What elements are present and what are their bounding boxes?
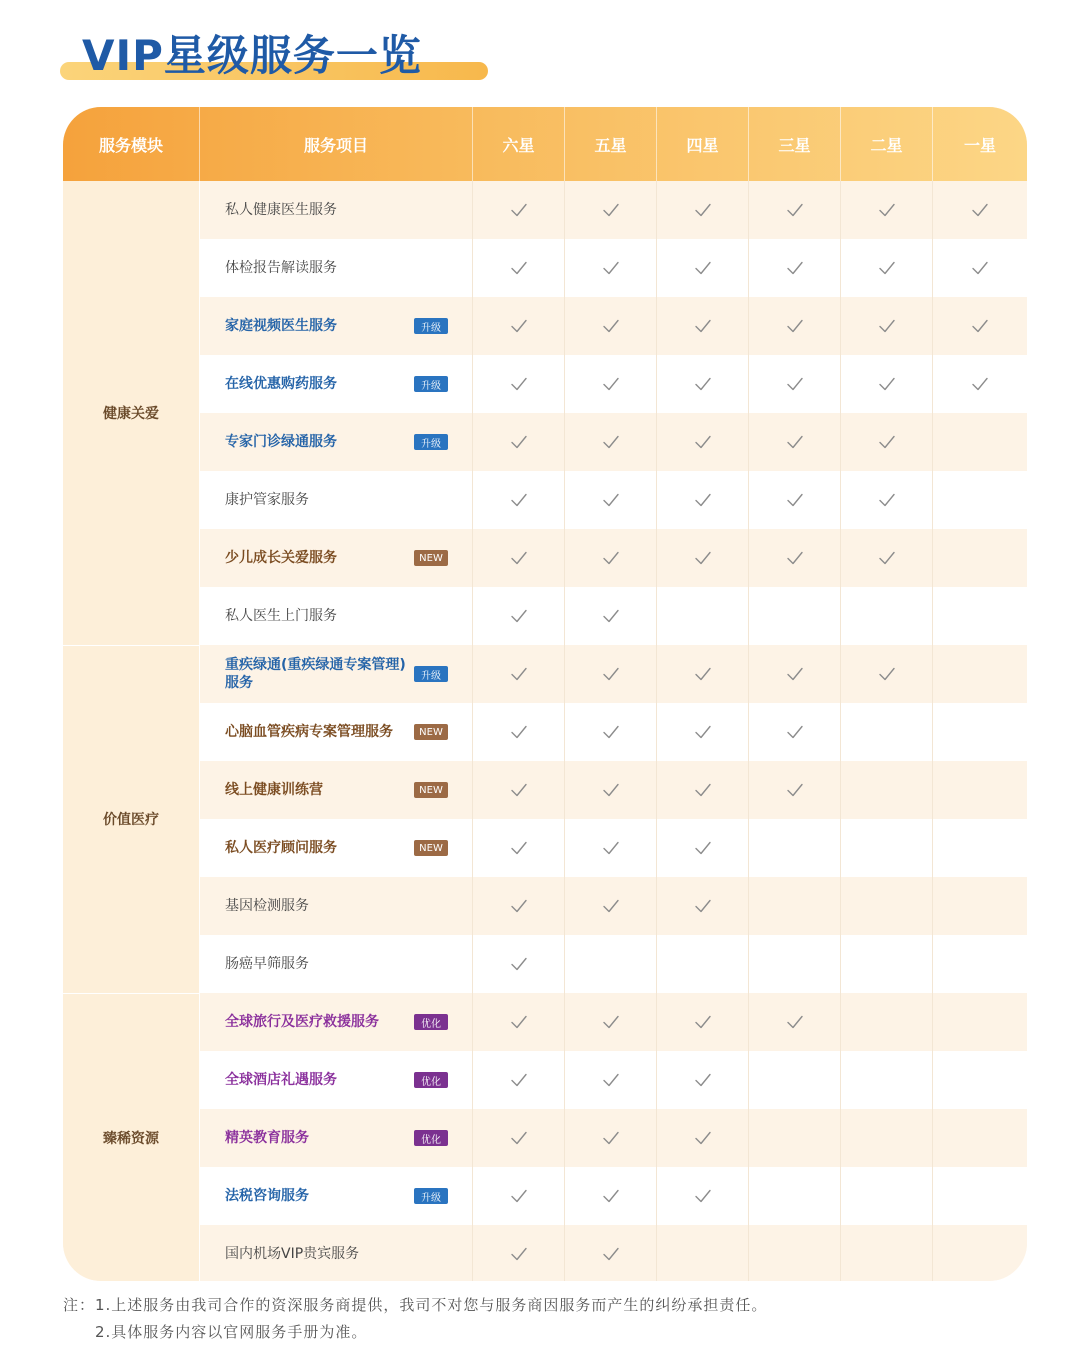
checkmark-icon	[509, 1012, 529, 1032]
star-level-cell	[565, 355, 657, 413]
star-level-cell	[565, 819, 657, 877]
star-level-cell	[565, 297, 657, 355]
star-level-cell	[657, 181, 749, 239]
star-level-cell	[933, 935, 1027, 993]
checkmark-icon	[693, 664, 713, 684]
star-level-cell	[841, 297, 933, 355]
service-item-cell	[200, 587, 473, 645]
checkmark-icon	[601, 1186, 621, 1206]
service-item-cell	[200, 1109, 473, 1167]
module-cell: 臻稀资源	[63, 993, 200, 1281]
star-level-cell	[473, 529, 565, 587]
table-row	[200, 181, 1027, 239]
service-item-label: 家庭视频医生服务	[225, 318, 337, 334]
star-level-cell	[749, 1051, 841, 1109]
star-level-cell	[933, 1051, 1027, 1109]
footnote-2: 2.具体服务内容以官网服务手册为准。	[95, 1323, 368, 1341]
checkmark-icon	[970, 316, 990, 336]
star-level-cell	[565, 703, 657, 761]
star-level-cell	[657, 877, 749, 935]
star-level-cell	[749, 761, 841, 819]
header-star-2: 二星	[841, 107, 933, 181]
service-item-cell	[200, 355, 473, 413]
status-badge: 升级	[414, 318, 448, 334]
checkmark-icon	[693, 1186, 713, 1206]
checkmark-icon	[509, 954, 529, 974]
service-item-label: 私人健康医生服务	[225, 202, 337, 218]
star-level-cell	[657, 297, 749, 355]
star-level-cell	[749, 1109, 841, 1167]
star-level-cell	[473, 1225, 565, 1281]
service-item-cell	[200, 413, 473, 471]
checkmark-icon	[785, 490, 805, 510]
star-level-cell	[933, 761, 1027, 819]
star-level-cell	[933, 993, 1027, 1051]
footnote-1: 注：1.上述服务由我司合作的资深服务商提供，我司不对您与服务商因服务而产生的纠纷承担责任。	[63, 1296, 768, 1314]
checkmark-icon	[970, 374, 990, 394]
star-level-cell	[657, 529, 749, 587]
star-level-cell	[933, 587, 1027, 645]
checkmark-icon	[601, 1012, 621, 1032]
header-star-4: 四星	[657, 107, 749, 181]
star-level-cell	[657, 239, 749, 297]
checkmark-icon	[509, 838, 529, 858]
star-level-cell	[657, 1051, 749, 1109]
table-row	[200, 761, 1027, 819]
header-item: 服务项目	[200, 107, 473, 181]
checkmark-icon	[693, 1012, 713, 1032]
star-level-cell	[841, 1051, 933, 1109]
status-badge: NEW	[414, 724, 448, 740]
star-level-cell	[473, 761, 565, 819]
star-level-cell	[657, 1225, 749, 1281]
checkmark-icon	[693, 200, 713, 220]
star-level-cell	[933, 1167, 1027, 1225]
star-level-cell	[565, 877, 657, 935]
star-level-cell	[933, 529, 1027, 587]
star-level-cell	[473, 993, 565, 1051]
status-badge: NEW	[414, 840, 448, 856]
star-level-cell	[749, 181, 841, 239]
checkmark-icon	[601, 316, 621, 336]
module-cell: 健康关爱	[63, 181, 200, 645]
checkmark-icon	[509, 606, 529, 626]
star-level-cell	[933, 1225, 1027, 1281]
star-level-cell	[565, 935, 657, 993]
service-item-label: 私人医生上门服务	[225, 608, 337, 624]
service-item-label: 全球酒店礼遇服务	[225, 1072, 337, 1088]
star-level-cell	[565, 471, 657, 529]
checkmark-icon	[601, 722, 621, 742]
checkmark-icon	[601, 606, 621, 626]
checkmark-icon	[877, 664, 897, 684]
service-item-label: 国内机场VIP贵宾服务	[225, 1246, 360, 1262]
checkmark-icon	[509, 548, 529, 568]
module-divider	[63, 645, 200, 646]
checkmark-icon	[970, 200, 990, 220]
star-level-cell	[473, 1167, 565, 1225]
service-item-cell	[200, 935, 473, 993]
star-level-cell	[473, 819, 565, 877]
star-level-cell	[749, 819, 841, 877]
checkmark-icon	[693, 258, 713, 278]
status-badge: 升级	[414, 376, 448, 392]
table-row	[200, 471, 1027, 529]
checkmark-icon	[693, 316, 713, 336]
star-level-cell	[841, 645, 933, 703]
star-level-cell	[657, 413, 749, 471]
service-item-cell	[200, 1051, 473, 1109]
star-level-cell	[933, 471, 1027, 529]
header-star-3: 三星	[749, 107, 841, 181]
service-item-cell	[200, 819, 473, 877]
star-level-cell	[749, 355, 841, 413]
star-level-cell	[657, 761, 749, 819]
checkmark-icon	[509, 1244, 529, 1264]
page-title: VIP星级服务一览	[82, 31, 422, 80]
star-level-cell	[749, 297, 841, 355]
star-level-cell	[473, 587, 565, 645]
status-badge: 升级	[414, 434, 448, 450]
star-level-cell	[657, 471, 749, 529]
status-badge: 升级	[414, 1188, 448, 1204]
service-item-label: 基因检测服务	[225, 898, 309, 914]
star-level-cell	[749, 239, 841, 297]
checkmark-icon	[509, 1070, 529, 1090]
checkmark-icon	[693, 780, 713, 800]
checkmark-icon	[693, 1128, 713, 1148]
checkmark-icon	[877, 316, 897, 336]
table-row	[200, 355, 1027, 413]
service-item-cell	[200, 877, 473, 935]
status-badge: NEW	[414, 782, 448, 798]
table-row	[200, 703, 1027, 761]
module-divider	[63, 993, 200, 994]
star-level-cell	[933, 355, 1027, 413]
checkmark-icon	[601, 1070, 621, 1090]
service-item-cell	[200, 529, 473, 587]
star-level-cell	[565, 993, 657, 1051]
checkmark-icon	[601, 780, 621, 800]
service-item-label: 线上健康训练营	[225, 782, 323, 798]
service-item-cell	[200, 645, 473, 703]
table-row	[200, 529, 1027, 587]
star-level-cell	[657, 703, 749, 761]
star-level-cell	[933, 819, 1027, 877]
star-level-cell	[473, 297, 565, 355]
star-level-cell	[749, 471, 841, 529]
star-level-cell	[933, 1109, 1027, 1167]
table-row	[200, 819, 1027, 877]
service-item-label: 在线优惠购药服务	[225, 376, 337, 392]
table-row	[200, 1109, 1027, 1167]
checkmark-icon	[601, 896, 621, 916]
star-level-cell	[565, 587, 657, 645]
star-level-cell	[473, 355, 565, 413]
checkmark-icon	[509, 780, 529, 800]
checkmark-icon	[601, 1128, 621, 1148]
service-item-cell	[200, 993, 473, 1051]
checkmark-icon	[601, 838, 621, 858]
star-level-cell	[933, 703, 1027, 761]
star-level-cell	[565, 645, 657, 703]
star-level-cell	[749, 993, 841, 1051]
star-level-cell	[473, 413, 565, 471]
star-level-cell	[841, 1167, 933, 1225]
star-level-cell	[657, 587, 749, 645]
star-level-cell	[841, 587, 933, 645]
checkmark-icon	[785, 780, 805, 800]
table-row	[200, 587, 1027, 645]
checkmark-icon	[509, 374, 529, 394]
star-level-cell	[933, 239, 1027, 297]
service-item-cell	[200, 239, 473, 297]
service-item-label: 全球旅行及医疗救援服务	[225, 1014, 379, 1030]
module-cell: 价值医疗	[63, 645, 200, 993]
service-table	[63, 107, 1027, 1281]
checkmark-icon	[693, 374, 713, 394]
checkmark-icon	[785, 374, 805, 394]
star-level-cell	[473, 645, 565, 703]
checkmark-icon	[509, 1186, 529, 1206]
star-level-cell	[565, 239, 657, 297]
checkmark-icon	[601, 432, 621, 452]
checkmark-icon	[785, 258, 805, 278]
title-block	[60, 28, 490, 88]
star-level-cell	[841, 471, 933, 529]
service-item-label: 私人医疗顾问服务	[225, 840, 337, 856]
star-level-cell	[473, 1051, 565, 1109]
star-level-cell	[565, 761, 657, 819]
service-item-label: 精英教育服务	[225, 1130, 309, 1146]
star-level-cell	[749, 935, 841, 993]
table-row	[200, 297, 1027, 355]
table-row	[200, 1225, 1027, 1281]
star-level-cell	[749, 703, 841, 761]
star-level-cell	[749, 877, 841, 935]
star-level-cell	[749, 1225, 841, 1281]
star-level-cell	[933, 645, 1027, 703]
star-level-cell	[749, 413, 841, 471]
checkmark-icon	[601, 200, 621, 220]
checkmark-icon	[877, 548, 897, 568]
star-level-cell	[841, 703, 933, 761]
checkmark-icon	[785, 432, 805, 452]
service-item-label: 少儿成长关爱服务	[225, 550, 337, 566]
header-star-5: 五星	[565, 107, 657, 181]
table-header	[63, 107, 1027, 181]
checkmark-icon	[601, 258, 621, 278]
star-level-cell	[473, 1109, 565, 1167]
service-item-label: 康护管家服务	[225, 492, 309, 508]
service-item-cell	[200, 1167, 473, 1225]
header-star-1: 一星	[963, 135, 996, 155]
header-star-6: 六星	[473, 107, 565, 181]
star-level-cell	[841, 1225, 933, 1281]
star-level-cell	[657, 645, 749, 703]
star-level-cell	[841, 761, 933, 819]
star-level-cell	[657, 935, 749, 993]
star-level-cell	[933, 413, 1027, 471]
checkmark-icon	[509, 258, 529, 278]
service-item-label: 心脑血管疾病专案管理服务	[225, 724, 393, 740]
star-level-cell	[841, 877, 933, 935]
checkmark-icon	[509, 664, 529, 684]
checkmark-icon	[509, 316, 529, 336]
footnotes	[63, 1292, 767, 1346]
star-level-cell	[749, 529, 841, 587]
checkmark-icon	[509, 200, 529, 220]
checkmark-icon	[509, 490, 529, 510]
checkmark-icon	[970, 258, 990, 278]
star-level-cell	[565, 1109, 657, 1167]
star-level-cell	[565, 529, 657, 587]
star-level-cell	[657, 1109, 749, 1167]
checkmark-icon	[601, 664, 621, 684]
service-item-label: 重疾绿通(重疾绿通专案管理)服务	[225, 657, 406, 691]
table-row	[200, 1051, 1027, 1109]
star-level-cell	[841, 1109, 933, 1167]
star-level-cell	[749, 645, 841, 703]
star-level-cell	[841, 239, 933, 297]
status-badge: 优化	[414, 1014, 448, 1030]
star-level-cell	[933, 181, 1027, 239]
star-level-cell	[841, 935, 933, 993]
checkmark-icon	[693, 432, 713, 452]
service-item-label: 肠癌早筛服务	[225, 956, 309, 972]
checkmark-icon	[785, 1012, 805, 1032]
checkmark-icon	[509, 432, 529, 452]
checkmark-icon	[693, 838, 713, 858]
star-level-cell	[841, 529, 933, 587]
service-item-label: 体检报告解读服务	[225, 260, 337, 276]
service-item-cell	[200, 471, 473, 529]
checkmark-icon	[693, 722, 713, 742]
star-level-cell	[473, 181, 565, 239]
checkmark-icon	[785, 722, 805, 742]
service-item-cell	[200, 1225, 473, 1281]
service-item-cell	[200, 761, 473, 819]
header-module: 服务模块	[63, 107, 200, 181]
table-row	[200, 1167, 1027, 1225]
checkmark-icon	[877, 490, 897, 510]
table-row	[200, 993, 1027, 1051]
service-item-cell	[200, 703, 473, 761]
table-row	[200, 645, 1027, 703]
checkmark-icon	[693, 1070, 713, 1090]
checkmark-icon	[785, 548, 805, 568]
star-level-cell	[565, 1225, 657, 1281]
star-level-cell	[841, 993, 933, 1051]
checkmark-icon	[693, 896, 713, 916]
checkmark-icon	[693, 548, 713, 568]
star-level-cell	[657, 1167, 749, 1225]
table-row	[200, 413, 1027, 471]
checkmark-icon	[877, 374, 897, 394]
star-level-cell	[749, 1167, 841, 1225]
checkmark-icon	[509, 896, 529, 916]
star-level-cell	[657, 993, 749, 1051]
checkmark-icon	[877, 432, 897, 452]
star-level-cell	[749, 587, 841, 645]
star-level-cell	[565, 413, 657, 471]
star-level-cell	[473, 471, 565, 529]
star-level-cell	[841, 413, 933, 471]
checkmark-icon	[785, 664, 805, 684]
checkmark-icon	[601, 490, 621, 510]
status-badge: 优化	[414, 1130, 448, 1146]
checkmark-icon	[877, 258, 897, 278]
star-level-cell	[473, 877, 565, 935]
checkmark-icon	[509, 722, 529, 742]
service-item-cell	[200, 181, 473, 239]
status-badge: 优化	[414, 1072, 448, 1088]
status-badge: NEW	[414, 550, 448, 566]
star-level-cell	[657, 355, 749, 413]
table-row	[200, 877, 1027, 935]
service-item-label: 法税咨询服务	[225, 1188, 309, 1204]
table-row	[200, 239, 1027, 297]
checkmark-icon	[601, 1244, 621, 1264]
star-level-cell	[841, 181, 933, 239]
star-level-cell	[841, 355, 933, 413]
checkmark-icon	[785, 316, 805, 336]
star-level-cell	[933, 297, 1027, 355]
checkmark-icon	[785, 200, 805, 220]
service-item-cell	[200, 297, 473, 355]
checkmark-icon	[601, 374, 621, 394]
star-level-cell	[473, 935, 565, 993]
star-level-cell	[841, 819, 933, 877]
checkmark-icon	[509, 1128, 529, 1148]
checkmark-icon	[693, 490, 713, 510]
table-row	[200, 935, 1027, 993]
service-item-label: 专家门诊绿通服务	[225, 434, 337, 450]
star-level-cell	[565, 181, 657, 239]
star-level-cell	[473, 239, 565, 297]
star-level-cell	[565, 1167, 657, 1225]
checkmark-icon	[877, 200, 897, 220]
checkmark-icon	[601, 548, 621, 568]
star-level-cell	[473, 703, 565, 761]
status-badge: 升级	[414, 666, 448, 682]
star-level-cell	[657, 819, 749, 877]
star-level-cell	[933, 877, 1027, 935]
star-level-cell	[565, 1051, 657, 1109]
